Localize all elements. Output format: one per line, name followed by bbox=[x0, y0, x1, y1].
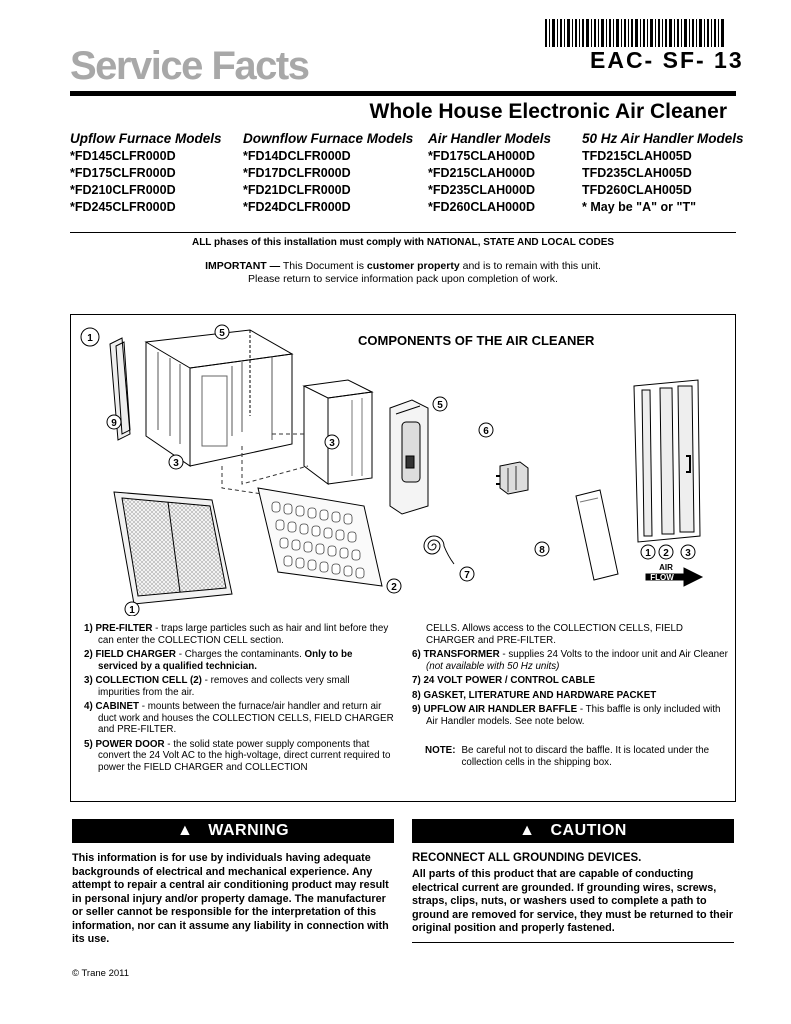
airflow-label-flow: FLOW bbox=[650, 573, 674, 582]
models-downflow-furnace bbox=[243, 130, 413, 216]
transformer-drawing bbox=[496, 462, 528, 494]
caution-triangle-icon: ▲ bbox=[519, 822, 536, 839]
svg-text:2: 2 bbox=[391, 582, 397, 593]
doc-title: Service Facts bbox=[70, 44, 309, 88]
model-item: *FD145CLFR000D bbox=[70, 149, 176, 163]
component-item: 1) PRE-FILTER - traps large particles such as hair and lint before they can enter the COLLECTION CELL section. bbox=[84, 623, 389, 646]
cabinet-4-drawing bbox=[146, 330, 292, 466]
caution-subtitle: RECONNECT ALL GROUNDING DEVICES. bbox=[412, 852, 642, 864]
important-label: IMPORTANT — bbox=[205, 260, 281, 272]
models-heading: Air Handler Models bbox=[428, 131, 552, 146]
model-item: *FD215CLAH000D bbox=[428, 166, 535, 180]
model-item: TFD235CLAH005D bbox=[582, 166, 692, 180]
svg-text:6: 6 bbox=[483, 426, 489, 437]
model-note: * May be "A" or "T" bbox=[582, 200, 697, 214]
packet-drawing bbox=[576, 490, 618, 580]
components-diagram bbox=[72, 316, 732, 616]
main-heading: Whole House Electronic Air Cleaner bbox=[369, 100, 727, 123]
prefilter-drawing bbox=[114, 492, 232, 604]
callout-5 bbox=[433, 397, 447, 411]
top-rule bbox=[70, 91, 736, 96]
callout-8 bbox=[535, 542, 549, 556]
callout-3b bbox=[325, 435, 339, 449]
svg-text:7: 7 bbox=[464, 570, 470, 581]
model-item: *FD175CLFR000D bbox=[70, 166, 176, 180]
warning-text: This information is for use by individuals having adequate backgrounds of electrical and mechanical experience. Any attempt to repair a central air conditioning product may result in personal injury and/or property damage. The manufacturer or seller cannot be responsible for the interpretation of this information, nor can it assume any liability in connection with its use. bbox=[72, 852, 389, 945]
callout-air-handler-1 bbox=[641, 545, 655, 559]
model-item: *FD175CLAH000D bbox=[428, 149, 535, 163]
component-item: 6) TRANSFORMER - supplies 24 Volts to the indoor unit and Air Cleaner (not available with 50 Hz units) bbox=[412, 649, 728, 672]
note-label: NOTE: bbox=[425, 745, 456, 756]
divider bbox=[412, 942, 734, 943]
component-item: 7) 24 VOLT POWER / CONTROL CABLE bbox=[412, 675, 596, 686]
doc-code: EAC- SF- 13 bbox=[590, 47, 744, 73]
svg-text:8: 8 bbox=[539, 545, 545, 556]
collection-cell-drawing bbox=[304, 380, 372, 484]
models-air-handler bbox=[428, 130, 551, 216]
model-item: *FD245CLFR000D bbox=[70, 200, 176, 214]
field-charger-drawing bbox=[258, 488, 382, 586]
component-item: 8) GASKET, LITERATURE AND HARDWARE PACKET bbox=[412, 689, 657, 701]
component-item: 5) POWER DOOR - the solid state power supply components that convert the 24 Volt AC to the high-voltage, direct current required to power the FIELD CHARGER and COLLECTION bbox=[84, 738, 391, 773]
cable-drawing bbox=[424, 536, 454, 564]
component-item: 3) COLLECTION CELL (2) - removes and collects very small impurities from the air. bbox=[84, 675, 350, 698]
component-item: 4) CABINET - mounts between the furnace/air handler and return air duct work and houses the COLLECTION CELLS, FIELD CHARGER and PRE-FILTER. bbox=[84, 701, 394, 735]
svg-text:9: 9 bbox=[111, 418, 117, 429]
model-item: *FD235CLAH000D bbox=[428, 183, 535, 197]
callout-3a bbox=[169, 455, 183, 469]
component-item: 9) UPFLOW AIR HANDLER BAFFLE - This baffle is only included with Air Handler models. See note below. bbox=[412, 704, 721, 727]
barcode bbox=[545, 19, 725, 47]
callout-6 bbox=[479, 423, 493, 437]
model-item: *FD14DCLFR000D bbox=[243, 149, 351, 163]
callout-1 bbox=[125, 602, 139, 616]
airflow-label-air: AIR bbox=[659, 563, 673, 572]
svg-text:5: 5 bbox=[437, 400, 443, 411]
models-upflow-furnace bbox=[70, 130, 222, 216]
models-50hz-air-handler bbox=[582, 130, 744, 216]
air-handler-assembly-drawing bbox=[634, 380, 700, 542]
divider bbox=[70, 232, 736, 233]
warning-banner bbox=[72, 819, 394, 843]
model-item: *FD24DCLFR000D bbox=[243, 200, 351, 214]
model-item: TFD215CLAH005D bbox=[582, 149, 692, 163]
svg-text:1: 1 bbox=[129, 605, 135, 616]
svg-text:3: 3 bbox=[329, 438, 335, 449]
svg-text:2: 2 bbox=[663, 548, 669, 559]
model-item: *FD21DCLFR000D bbox=[243, 183, 351, 197]
callout-9 bbox=[107, 415, 121, 429]
callout-2 bbox=[387, 579, 401, 593]
component-item: 2) FIELD CHARGER - Charges the contaminants. Only to be serviced by a qualified technician. bbox=[84, 649, 353, 672]
svg-text:1: 1 bbox=[645, 548, 651, 559]
model-item: *FD210CLFR000D bbox=[70, 183, 176, 197]
baffle-note bbox=[425, 745, 725, 768]
svg-text:5: 5 bbox=[219, 328, 225, 339]
model-item: *FD260CLAH000D bbox=[428, 200, 535, 214]
important-line2: Please return to service information pack upon completion of work. bbox=[248, 273, 558, 285]
components-list-right bbox=[412, 623, 732, 730]
models-heading: Upflow Furnace Models bbox=[70, 131, 222, 146]
important-text: This Document is bbox=[280, 260, 367, 272]
model-item: TFD260CLAH005D bbox=[582, 183, 692, 197]
models-heading: 50 Hz Air Handler Models bbox=[582, 131, 744, 146]
callout-air-handler-2 bbox=[659, 545, 673, 559]
callout-air-handler-3 bbox=[681, 545, 695, 559]
figure-title: COMPONENTS OF THE AIR CLEANER bbox=[358, 333, 595, 348]
models-heading: Downflow Furnace Models bbox=[243, 131, 414, 146]
callout-7 bbox=[460, 567, 474, 581]
important-text: and is to remain with this unit. bbox=[459, 260, 601, 272]
callout-4 bbox=[215, 325, 229, 339]
assembly-guide-lines bbox=[222, 434, 308, 494]
note-text: Be careful not to discard the baffle. It is located under the collection cells in the shipping box. bbox=[461, 745, 710, 768]
warning-title: WARNING bbox=[208, 822, 290, 839]
caution-title: CAUTION bbox=[550, 822, 627, 839]
figure-number: 1 bbox=[87, 333, 93, 344]
important-bold: customer property bbox=[366, 260, 460, 272]
caution-text: All parts of this product that are capable of conducting electrical current are grounded. If grounding wires, screws, straps, clips, nuts, or washers used to complete a path to ground are removed for service, they must be returned to their original position and properly fastened. bbox=[412, 868, 733, 934]
caution-banner bbox=[412, 819, 734, 843]
components-list-left bbox=[84, 623, 394, 776]
power-door-drawing bbox=[390, 400, 428, 514]
component-continuation: CELLS. Allows access to the COLLECTION CELLS, FIELD CHARGER and PRE-FILTER. bbox=[426, 623, 683, 646]
copyright: © Trane 2011 bbox=[72, 968, 129, 979]
warning-triangle-icon: ▲ bbox=[176, 822, 194, 839]
model-item: *FD17DCLFR000D bbox=[243, 166, 351, 180]
svg-text:3: 3 bbox=[173, 458, 179, 469]
codes-compliance-line: ALL phases of this installation must comply with NATIONAL, STATE AND LOCAL CODES bbox=[191, 237, 615, 248]
important-notice bbox=[70, 260, 736, 286]
svg-text:3: 3 bbox=[685, 548, 691, 559]
